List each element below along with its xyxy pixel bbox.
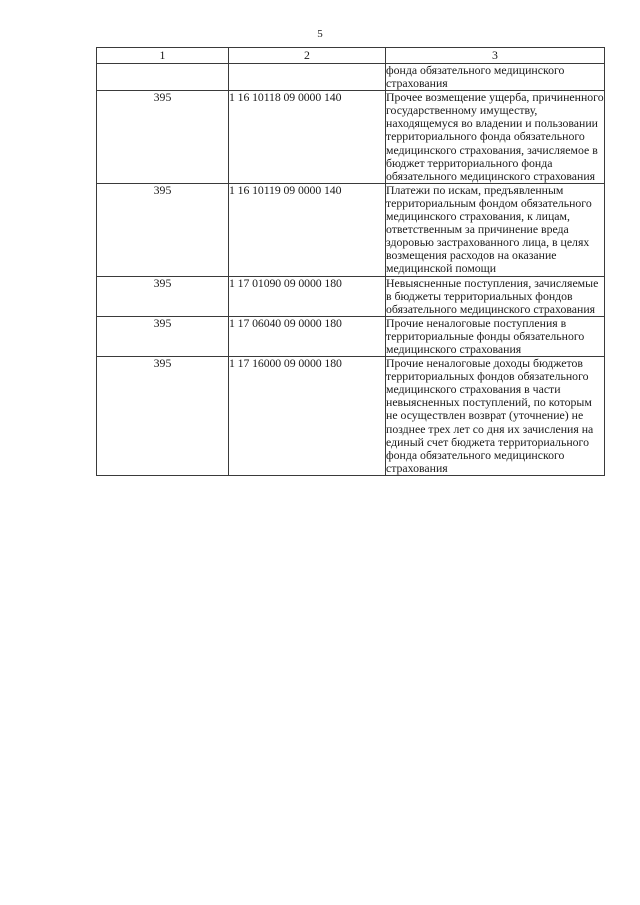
table-row — [97, 91, 605, 184]
budget-classification-code-cell — [229, 64, 386, 91]
revenue-name-cell: Прочие неналоговые поступления в территориальные фонды обязательного медицинского страхования — [386, 316, 605, 356]
administrator-code-cell: 395 — [97, 316, 229, 356]
table-row — [97, 276, 605, 316]
budget-classification-code-cell: 1 16 10118 09 0000 140 — [229, 91, 386, 184]
administrator-code-cell: 395 — [97, 276, 229, 316]
revenue-name-cell: Платежи по искам, предъявленным территориальным фондом обязательного медицинского страхования, к лицам, ответственным за причинение вреда здоровью застрахованного лица, в целях возмещения расходов на оказание медицинской помощи — [386, 183, 605, 276]
administrator-code-cell: 395 — [97, 183, 229, 276]
table-row — [97, 316, 605, 356]
budget-classification-code-cell: 1 17 06040 09 0000 180 — [229, 316, 386, 356]
revenue-classification-table — [96, 47, 605, 476]
table-row — [97, 183, 605, 276]
revenue-name-cell: Прочие неналоговые доходы бюджетов территориальных фондов обязательного медицинского страхования в части невыясненных поступлений, по которым не осуществлен возврат (уточнение) не позднее трех лет со дня их зачисления на единый счет бюджета территориального фонда обязательного медицинского страхования — [386, 357, 605, 476]
budget-classification-code-cell: 1 16 10119 09 0000 140 — [229, 183, 386, 276]
column-header-2: 2 — [229, 48, 386, 64]
revenue-name-cell: фонда обязательного медицинского страхования — [386, 64, 605, 91]
budget-classification-code-cell: 1 17 16000 09 0000 180 — [229, 357, 386, 476]
table-row — [97, 64, 605, 91]
column-header-3: 3 — [386, 48, 605, 64]
table-header-row — [97, 48, 605, 64]
budget-classification-code-cell: 1 17 01090 09 0000 180 — [229, 276, 386, 316]
administrator-code-cell: 395 — [97, 357, 229, 476]
administrator-code-cell — [97, 64, 229, 91]
administrator-code-cell: 395 — [97, 91, 229, 184]
table-row — [97, 357, 605, 476]
column-header-1: 1 — [97, 48, 229, 64]
revenue-name-cell: Невыясненные поступления, зачисляемые в бюджеты территориальных фондов обязательного медицинского страхования — [386, 276, 605, 316]
page-number: 5 — [317, 28, 323, 40]
revenue-name-cell: Прочее возмещение ущерба, причиненного государственному имуществу, находящемуся во владении и пользовании территориального фонда обязательного медицинского страхования, зачисляемое в бюджет территориального фонда обязательного медицинского страхования — [386, 90, 604, 183]
